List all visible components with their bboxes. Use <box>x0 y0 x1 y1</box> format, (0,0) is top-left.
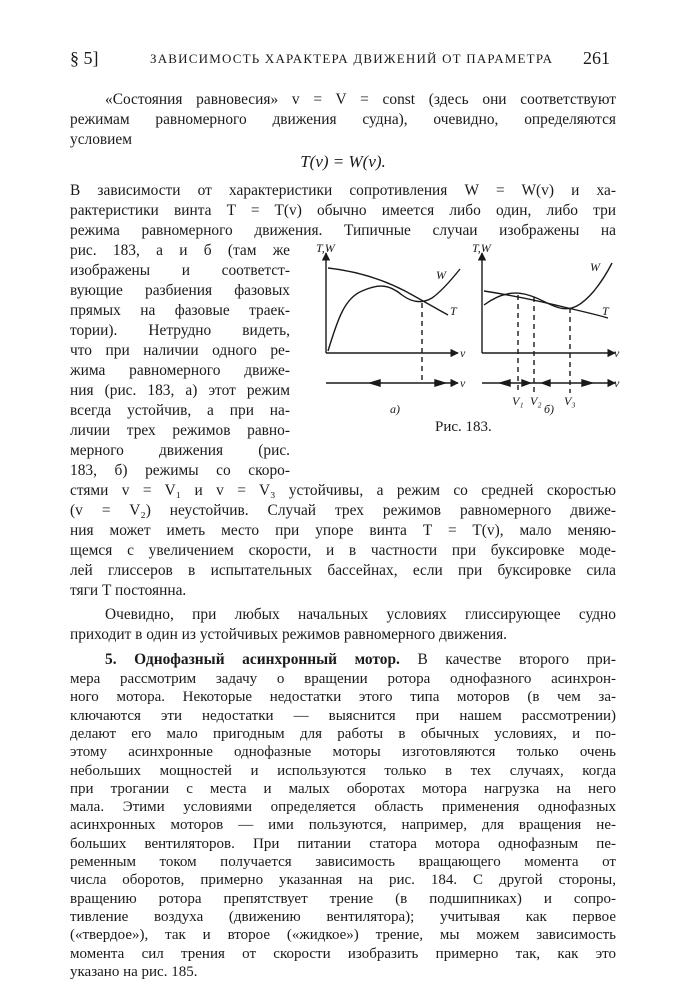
equation: T(v) = W(v). <box>300 152 386 171</box>
panel-b-phase-arrow <box>500 380 510 386</box>
panel-b-phase-arrow <box>542 380 550 386</box>
text-line: этому асинхронные однофазные моторы изготовляются только очень <box>70 744 616 761</box>
section-heading: 5. Однофазный асинхронный мотор. <box>105 651 400 668</box>
panel-a-y-label: T,W <box>316 243 335 255</box>
text-line: числа оборотов, примерно указанная на рис. 184. С другой стороны, <box>70 872 616 889</box>
page-number: 261 <box>583 48 610 68</box>
text-line: тивление воздуха (движению вентилятора); учитывая как первое <box>70 908 616 925</box>
panel-a-phase-arrow <box>370 380 380 386</box>
text-line: жима равномерного движе- <box>70 362 290 379</box>
panel-a-t-curve <box>328 268 448 315</box>
panel-a-w-label: W <box>436 268 446 282</box>
text-line: всегда устойчив, а при на- <box>70 402 290 419</box>
text-line: мерного движения (рис. <box>70 442 290 459</box>
figure-graphs <box>310 243 620 418</box>
text-line: рактеристики винта T = T(v) обычно имеется либо один, либо три <box>70 202 616 219</box>
text-line: ного мотора. Некоторые недостатки этого типа моторов (в чем за- <box>70 689 616 706</box>
figure-183 <box>310 243 620 453</box>
text-line: прямых на фазовые траек- <box>70 302 290 319</box>
text-line: тяги T постоянна. <box>70 582 187 599</box>
text-line: лей глиссеров в испытательных бассейнах, если при буксировке сила <box>70 562 616 579</box>
text-line: мала. Этими условиями определяется область применения однофазных <box>70 799 616 816</box>
panel-a-phase-label: v <box>460 376 466 390</box>
text-line: режима равномерного движения. Типичные случаи изображены на <box>70 222 616 239</box>
text-line: (v = V₂) неустойчив. Случай трех режимов равномерного движе- <box>70 502 616 519</box>
text-line: («твердое»), так и второе («жидкое») трение, мы можем зависимость <box>70 927 616 944</box>
panel-b-label: б) <box>544 402 555 416</box>
panel-b-v1-label: V₁ <box>512 394 524 408</box>
panel-b-t-label: T <box>602 304 609 318</box>
text-line: «Состояния равновесия» v = V = const (здесь они соответствуют <box>105 91 616 108</box>
text-line: Очевидно, при любых начальных условиях глиссирующее судно <box>105 606 616 623</box>
text-line: рис. 183, а и б (там же <box>70 242 290 259</box>
text-line: изображены и соответст- <box>70 262 290 279</box>
panel-b-phase-label: v <box>614 376 620 390</box>
text-line: режимам равномерного движения судна), очевидно, определяются <box>70 111 616 128</box>
running-title: ЗАВИСИМОСТЬ ХАРАКТЕРА ДВИЖЕНИЙ ОТ ПАРАМЕТРА <box>150 51 554 66</box>
running-header <box>70 48 610 72</box>
text-line: вующие разбиения фазовых <box>70 282 290 299</box>
text-line: приходит в один из устойчивых режимов равномерного движения. <box>70 626 508 643</box>
text-line: больших вентиляторов. При питании статора мотора однофазным пе- <box>70 835 616 852</box>
panel-b-phase-arrow <box>582 380 592 386</box>
panel-b-y-label: T,W <box>472 243 491 255</box>
text-line: момента сил трения от скорости изобразить примерно так, как это <box>70 945 616 962</box>
text-line: ния может иметь место при упоре винта T = T(v), мало меняю- <box>70 522 616 539</box>
text-line: условием <box>70 131 132 148</box>
text-line: делают его мало пригодным для работы в обычных условиях, и по- <box>70 725 616 742</box>
text-line: щемся с увеличением скорости, и в частности при буксировке моде- <box>70 542 616 559</box>
text-line: асинхронных моторов — ими пользуются, например, для вращения не- <box>70 817 616 834</box>
section-ref: § 5] <box>70 48 99 68</box>
text-run: В качестве второго при- <box>399 651 617 668</box>
text-line: тории). Нетрудно видеть, <box>70 322 290 339</box>
panel-b-v2-label: V₂ <box>530 394 542 408</box>
text-line: стями v = V₁ и v = V₃ устойчивы, а режим со средней скоростью <box>70 482 616 499</box>
text-line: при трогании с места и малых оборотах мотора нагрузка на него <box>70 780 616 797</box>
text-line: мера рассмотрим задачу о вращении ротора однофазного асинхрон- <box>70 671 616 687</box>
panel-b-x-label: v <box>614 346 620 360</box>
panel-a-label: а) <box>390 402 400 416</box>
text-line: В зависимости от характеристики сопротивления W = W(v) и ха- <box>70 182 616 199</box>
text-line: 183, б) режимы со скоро- <box>70 462 290 479</box>
panel-a-phase-arrow <box>435 380 445 386</box>
text-line: вращению ротора препятствует трение (в подшипниках) и сопро- <box>70 890 616 907</box>
text-line: ременным током получается зависимость вращающего момента от <box>70 854 616 870</box>
text-line: указано на рис. 185. <box>70 963 198 980</box>
text-line: что при наличии одного ре- <box>70 342 290 359</box>
panel-a-x-label: v <box>460 346 466 360</box>
panel-b-w-label: W <box>590 260 600 274</box>
text-line: небольших мощностей и используются только в тех случаях, когда <box>70 762 616 779</box>
text-line: личии трех режимов равно- <box>70 422 290 439</box>
text-line: ния (рис. 183, а) этот режим <box>70 382 290 399</box>
text-line: ключаются эти недостатки — выяснится при нашем рассмотрении) <box>70 707 616 724</box>
panel-b-v3-label: V₃ <box>564 394 576 408</box>
figure-caption: Рис. 183. <box>435 419 492 435</box>
panel-b-phase-arrow <box>522 380 530 386</box>
panel-a-t-label: T <box>450 304 457 318</box>
text-line <box>105 650 616 671</box>
